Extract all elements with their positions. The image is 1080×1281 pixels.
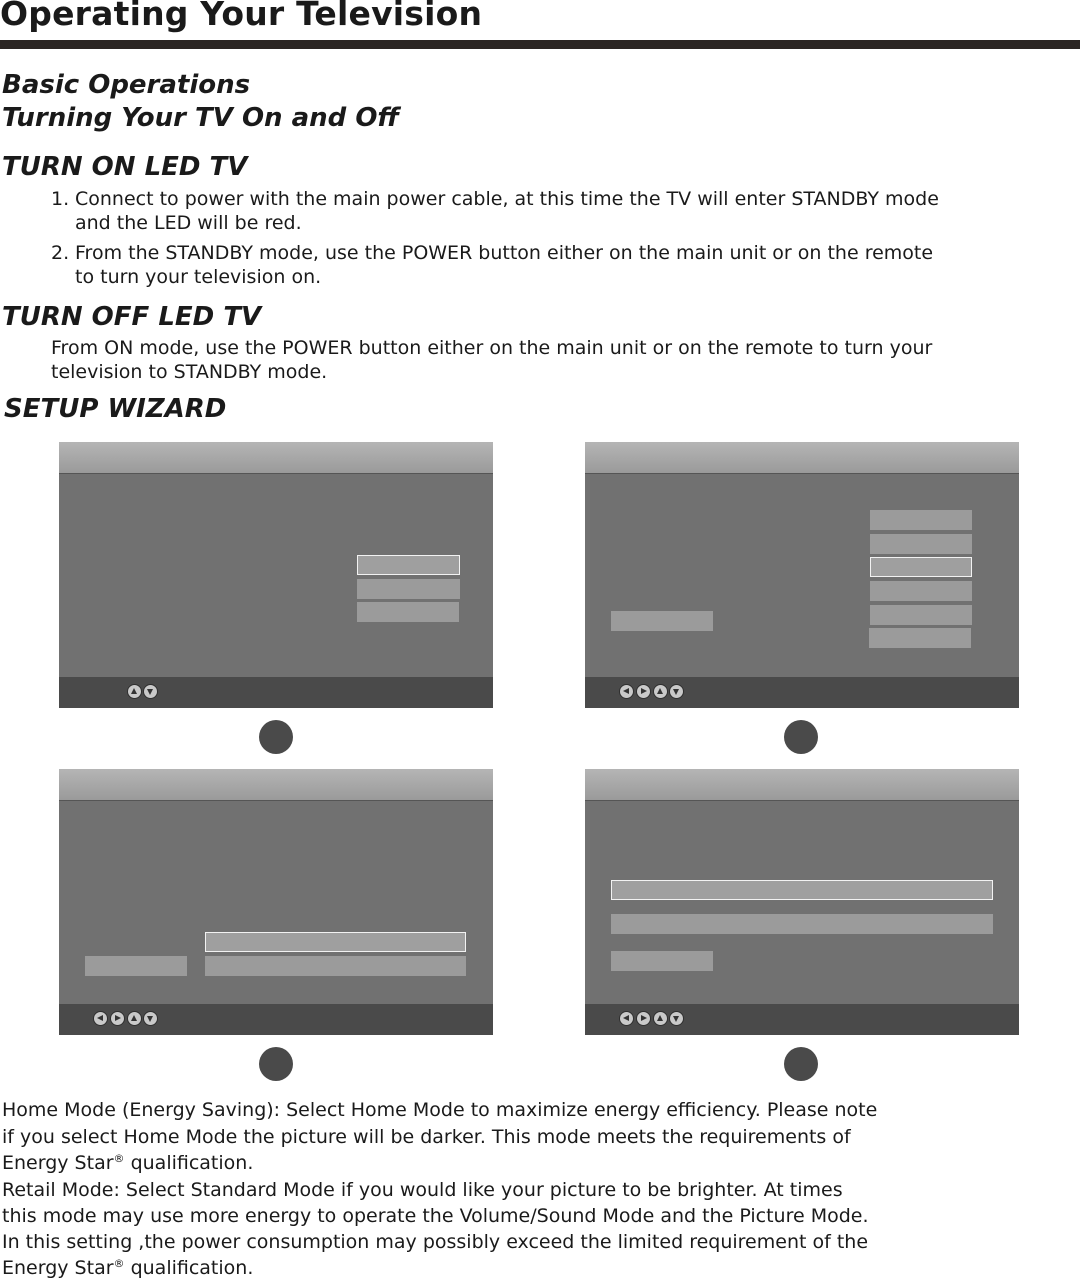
wizard-option[interactable] — [870, 581, 972, 601]
left-arrow-icon — [619, 684, 634, 699]
step-number: 2. — [51, 242, 70, 264]
page-title: Operating Your Television — [0, 0, 483, 33]
wizard-option-selected[interactable] — [870, 557, 972, 577]
screen-nav-bar — [59, 677, 493, 708]
screen-nav-bar — [585, 1004, 1019, 1035]
wizard-label — [85, 956, 187, 976]
turn-on-step-2-cont: to turn your television on. — [75, 266, 322, 288]
left-arrow-icon — [619, 1011, 634, 1026]
heading-basic-operations: Basic Operations — [2, 70, 251, 100]
screen-title-bar — [585, 769, 1019, 801]
retail-mode-line3: In this setting ,the power consumption may possibly exceed the limited requirement of the — [2, 1231, 869, 1253]
heading-turn-off: TURN OFF LED TV — [2, 302, 262, 332]
wizard-screen-1 — [59, 442, 493, 708]
turn-on-step-1 — [51, 187, 939, 211]
up-arrow-icon — [127, 684, 142, 699]
down-arrow-icon — [143, 1011, 158, 1026]
wizard-option[interactable] — [357, 602, 459, 622]
retail-mode-line1: Retail Mode: Select Standard Mode if you would like your picture to be brighter. At times — [2, 1179, 843, 1201]
title-rule — [0, 40, 1080, 49]
wizard-option[interactable] — [870, 605, 972, 625]
home-mode-line3 — [2, 1150, 253, 1176]
left-arrow-icon — [93, 1011, 108, 1026]
home-mode-line1: Home Mode (Energy Saving): Select Home Mode to maximize energy efficiency. Please note — [2, 1099, 878, 1121]
wizard-option[interactable] — [869, 628, 971, 648]
wizard-option[interactable] — [611, 914, 993, 934]
retail-mode-line2: this mode may use more energy to operate the Volume/Sound Mode and the Picture Mode. — [2, 1205, 869, 1227]
energy-star-text: Energy Star — [2, 1152, 114, 1174]
wizard-screen-2 — [585, 442, 1019, 708]
right-arrow-icon — [636, 1011, 651, 1026]
turn-on-step-1-cont: and the LED will be red. — [75, 212, 302, 234]
wizard-label — [611, 611, 713, 631]
registered-mark: ® — [113, 1257, 125, 1270]
down-arrow-icon — [669, 1011, 684, 1026]
step-text: Connect to power with the main power cable, at this time the TV will enter STANDBY mode — [75, 188, 939, 210]
registered-mark: ® — [113, 1152, 125, 1165]
up-arrow-icon — [653, 1011, 668, 1026]
retail-mode-line4 — [2, 1255, 253, 1281]
heading-setup-wizard: SETUP WIZARD — [4, 394, 227, 424]
wizard-label — [611, 951, 713, 971]
turn-off-text-line1: From ON mode, use the POWER button either on the main unit or on the remote to turn your — [51, 337, 933, 359]
wizard-option[interactable] — [357, 579, 460, 599]
turn-off-text-line2: television to STANDBY mode. — [51, 361, 328, 383]
home-mode-line2: if you select Home Mode the picture will be darker. This mode meets the requirements of — [2, 1126, 851, 1148]
step-dot-4 — [784, 1047, 818, 1081]
up-arrow-icon — [653, 684, 668, 699]
wizard-option[interactable] — [870, 510, 972, 530]
screen-title-bar — [585, 442, 1019, 474]
step-dot-2 — [784, 720, 818, 754]
wizard-screen-4 — [585, 769, 1019, 1035]
down-arrow-icon — [669, 684, 684, 699]
wizard-option-selected[interactable] — [611, 880, 993, 900]
screen-nav-bar — [59, 1004, 493, 1035]
screen-nav-bar — [585, 677, 1019, 708]
down-arrow-icon — [143, 684, 158, 699]
step-number: 1. — [51, 188, 70, 210]
right-arrow-icon — [110, 1011, 125, 1026]
heading-turning-tv: Turning Your TV On and Off — [2, 103, 400, 133]
qualification-text: qualification. — [124, 1152, 254, 1174]
wizard-screen-3 — [59, 769, 493, 1035]
qualification-text: qualification. — [124, 1257, 254, 1279]
step-dot-3 — [259, 1047, 293, 1081]
wizard-option[interactable] — [870, 534, 972, 554]
wizard-option-selected[interactable] — [357, 555, 460, 575]
heading-turn-on: TURN ON LED TV — [2, 152, 248, 182]
wizard-option[interactable] — [205, 956, 466, 976]
turn-on-step-2 — [51, 241, 933, 265]
wizard-option-selected[interactable] — [205, 932, 466, 952]
up-arrow-icon — [127, 1011, 142, 1026]
step-text: From the STANDBY mode, use the POWER button either on the main unit or on the remote — [75, 242, 934, 264]
right-arrow-icon — [636, 684, 651, 699]
energy-star-text: Energy Star — [2, 1257, 114, 1279]
screen-title-bar — [59, 769, 493, 801]
screen-title-bar — [59, 442, 493, 474]
step-dot-1 — [259, 720, 293, 754]
